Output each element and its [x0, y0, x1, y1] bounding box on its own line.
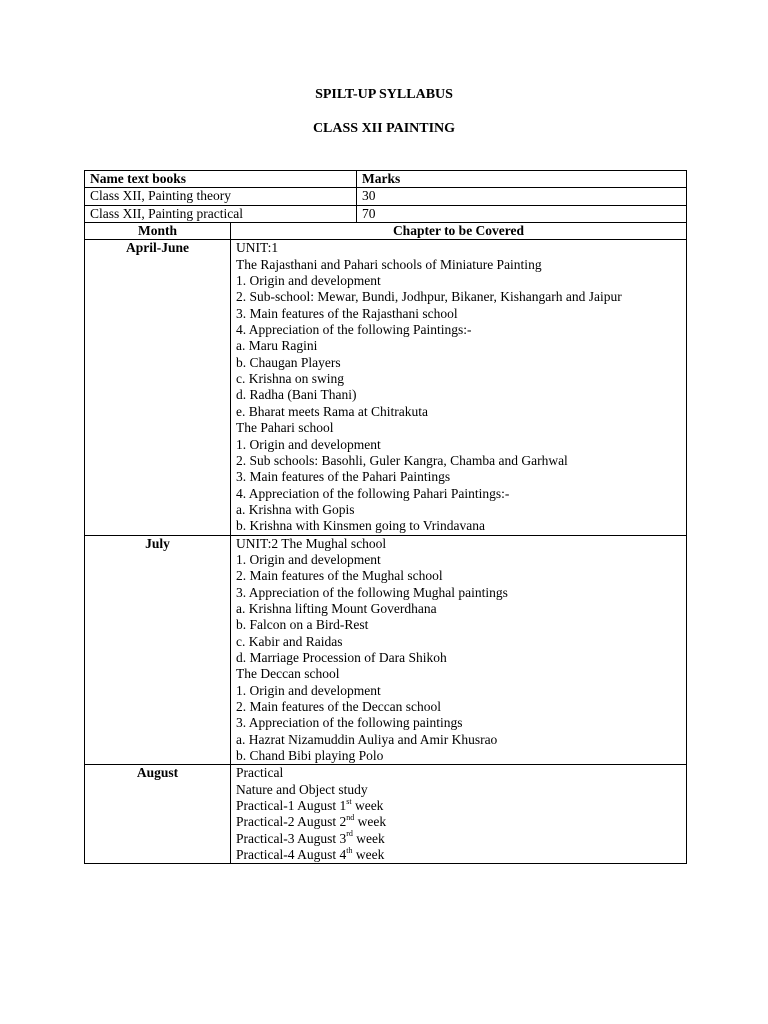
chapter-line: 2. Main features of the Deccan school [236, 699, 442, 714]
chapter-line: d. Marriage Procession of Dara Shikoh [236, 649, 447, 665]
book-marks-cell: 70 [357, 205, 687, 222]
book-marks-cell: 30 [357, 188, 687, 205]
chapter-line: UNIT:2 The Mughal school [236, 535, 387, 551]
table-row [85, 188, 687, 205]
schedule-row [85, 240, 687, 535]
month-header: Month [85, 223, 231, 240]
chapter-line: 3. Appreciation of the following Mughal paintings [236, 584, 508, 600]
chapter-line: The Rajasthani and Pahari schools of Miniature Painting [236, 256, 542, 272]
book-name-cell: Class XII, Painting practical [85, 205, 357, 222]
chapter-line: Nature and Object study [236, 781, 368, 797]
chapter-line: 2. Sub schools: Basohli, Guler Kangra, Chamba and Garhwal [236, 452, 568, 468]
chapter-line: 3. Main features of the Rajasthani school [236, 305, 458, 321]
chapter-line: 4. Appreciation of the following Paintings:- [236, 322, 472, 338]
chapter-line: b. Falcon on a Bird-Rest [236, 617, 369, 633]
book-name-cell: Class XII, Painting theory [85, 188, 357, 205]
chapter-line: Practical [236, 765, 284, 781]
chapter-line: b. Chaugan Players [236, 354, 341, 370]
document-subtitle: CLASS XII PAINTING [312, 121, 456, 136]
chapter-line: b. Chand Bibi playing Polo [236, 748, 384, 764]
chapter-line: 3. Main features of the Pahari Paintings [236, 469, 451, 485]
schedule-row [85, 535, 687, 765]
chapter-line: a. Maru Ragini [236, 338, 318, 354]
books-name-header: Name text books [85, 171, 357, 188]
chapter-line: a. Hazrat Nizamuddin Auliya and Amir Khusrao [236, 731, 498, 747]
chapter-line: c. Krishna on swing [236, 371, 344, 387]
schedule-row [85, 765, 687, 864]
chapter-line: a. Krishna with Gopis [236, 501, 355, 517]
chapter-line: 4. Appreciation of the following Pahari Paintings:- [236, 485, 510, 501]
chapter-cell [231, 240, 687, 535]
chapter-cell [231, 765, 687, 864]
document-title: SPILT-UP SYLLABUS [315, 87, 453, 102]
chapter-line: 2. Main features of the Mughal school [236, 568, 443, 584]
chapter-line: 1. Origin and development [236, 551, 381, 567]
practical-line: Practical-1 August 1st week [236, 796, 384, 814]
chapter-line: d. Radha (Bani Thani) [236, 387, 357, 403]
books-marks-header: Marks [357, 171, 687, 188]
practical-line: Practical-2 August 2nd week [236, 812, 387, 830]
chapter-cell [231, 535, 687, 765]
chapter-line: 1. Origin and development [236, 682, 381, 698]
schedule-header-row [85, 223, 687, 240]
chapter-line: UNIT:1 [236, 240, 279, 256]
practical-line: Practical-4 August 4th week [236, 845, 385, 863]
chapter-line: b. Krishna with Kinsmen going to Vrindavana [236, 518, 486, 534]
books-header-row [85, 171, 687, 188]
chapter-header: Chapter to be Covered [231, 223, 687, 240]
practical-line: Practical-3 August 3rd week [236, 829, 385, 846]
chapter-line: 3. Appreciation of the following paintings [236, 715, 463, 731]
chapter-line: The Deccan school [236, 666, 340, 682]
chapter-line: 1. Origin and development [236, 273, 381, 289]
chapter-line: e. Bharat meets Rama at Chitrakuta [236, 403, 428, 419]
month-cell: April-June [85, 240, 231, 535]
chapter-line: 1. Origin and development [236, 436, 381, 452]
syllabus-table [84, 170, 687, 864]
table-row [85, 205, 687, 222]
month-cell: August [85, 765, 231, 864]
chapter-line: c. Kabir and Raidas [236, 633, 343, 649]
chapter-line: 2. Sub-school: Mewar, Bundi, Jodhpur, Bikaner, Kishangarh and Jaipur [236, 289, 622, 305]
month-cell: July [85, 535, 231, 765]
chapter-line: a. Krishna lifting Mount Goverdhana [236, 600, 437, 616]
chapter-line: The Pahari school [236, 420, 334, 436]
